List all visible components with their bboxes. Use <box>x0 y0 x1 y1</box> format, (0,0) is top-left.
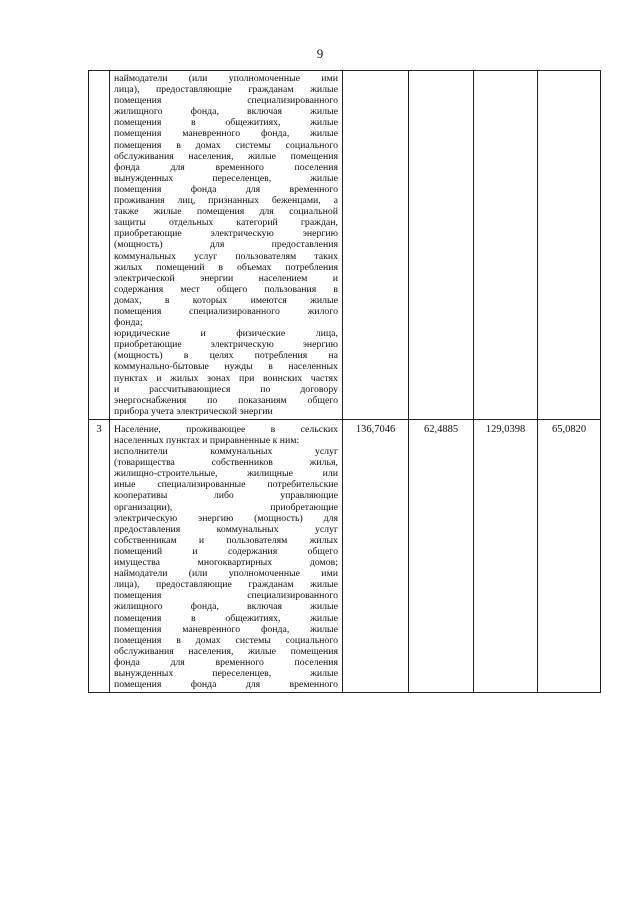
text-line <box>110 140 342 151</box>
text-word: в <box>164 294 170 306</box>
text-line <box>110 468 342 479</box>
text-line <box>110 546 342 557</box>
text-word: социального <box>285 634 338 646</box>
text-word: собственников <box>211 457 273 469</box>
text-word: энергии <box>200 272 234 284</box>
text-line <box>110 306 342 317</box>
text-line <box>110 317 342 328</box>
text-line <box>110 446 342 457</box>
text-line <box>110 251 342 262</box>
text-word: лиц, <box>177 195 196 207</box>
text-word: и <box>156 372 162 384</box>
text-word: населенных <box>288 361 338 373</box>
text-word: жилые <box>310 623 338 635</box>
text-word: переселенцев, <box>212 667 272 679</box>
text-line <box>110 490 342 501</box>
text-line <box>110 568 342 579</box>
text-word: исполнители <box>114 446 168 458</box>
text-line <box>110 579 342 590</box>
text-word: домах, <box>114 294 142 306</box>
value-cell-3: 129,0398 <box>474 419 538 692</box>
text-word: частях <box>310 372 338 384</box>
text-line <box>110 262 342 273</box>
text-word: общего <box>216 283 248 295</box>
text-word: специализированные <box>157 479 246 491</box>
text-word: отдельных <box>168 217 214 229</box>
text-word: (мощность) <box>254 512 303 524</box>
text-word: помещения <box>114 117 162 129</box>
text-word: жилищного <box>114 601 163 613</box>
text-word: жилые <box>310 579 338 591</box>
text-word: помещения <box>196 206 245 218</box>
text-word: для <box>170 161 185 173</box>
text-line <box>110 95 342 106</box>
text-line <box>110 117 342 128</box>
text-line <box>110 239 342 250</box>
text-word: собственникам <box>114 534 177 546</box>
text-word: фонда, <box>261 623 290 635</box>
text-word: имеются <box>250 294 287 306</box>
text-word: показаниям <box>238 394 287 406</box>
text-word: фонда <box>114 161 140 173</box>
text-line <box>110 424 342 435</box>
text-word: жилые <box>310 667 338 679</box>
value-cell-4 <box>538 71 601 420</box>
text-word: специализированного <box>247 95 338 107</box>
text-word: (товарищества <box>114 457 175 469</box>
text-line <box>110 657 342 668</box>
text-word: жилищные <box>247 468 293 480</box>
text-word: ими <box>321 73 338 84</box>
text-line <box>110 195 342 206</box>
text-word: жилых <box>114 261 143 273</box>
text-word: жилья, <box>309 457 338 469</box>
text-word: в <box>268 361 273 373</box>
text-word: в <box>218 261 224 273</box>
text-word: услуг <box>314 446 338 458</box>
text-word: категорий <box>236 217 278 229</box>
text-word: в <box>191 117 196 129</box>
tariff-table <box>88 70 601 693</box>
text-word: пользователям <box>226 534 288 546</box>
text-word: (мощность) <box>114 350 163 362</box>
text-word: жилые <box>310 612 338 624</box>
text-line <box>110 361 342 372</box>
text-word: приобретающие <box>270 501 338 513</box>
text-word: (или <box>188 568 208 580</box>
text-word: по <box>207 394 218 406</box>
text-word: временного <box>215 656 264 668</box>
text-word: кооперативы <box>114 490 168 502</box>
value-cell-4: 65,0820 <box>538 419 601 692</box>
text-line <box>110 524 342 535</box>
text-word: уполномоченные <box>228 568 300 580</box>
text-word: предоставления <box>114 523 181 535</box>
text-word: для <box>245 183 261 195</box>
text-word: электрическую <box>114 512 178 524</box>
text-word: потребительские <box>267 479 338 491</box>
text-word: помещения <box>290 150 338 162</box>
text-word: жилые <box>310 172 338 184</box>
table-row-continued <box>89 71 601 420</box>
text-word: и <box>114 383 120 395</box>
text-word: обслуживания <box>114 645 174 657</box>
text-word: пунктах <box>114 372 148 384</box>
text-word: временного <box>289 183 338 195</box>
text-word: лица, <box>315 328 338 340</box>
text-word: пользования <box>264 283 317 295</box>
text-word: на <box>328 350 338 362</box>
text-line <box>110 350 342 361</box>
text-line <box>110 395 342 406</box>
text-word: предоставляющие <box>155 84 232 96</box>
text-word: поселения <box>294 161 338 173</box>
text-word: зонах <box>207 372 231 384</box>
text-word: включая <box>247 106 283 118</box>
text-word: проживания <box>114 195 165 207</box>
text-word: включая <box>247 601 283 613</box>
text-word: предоставления <box>271 239 338 251</box>
table-row-3 <box>89 419 601 692</box>
text-word: наймодатели <box>114 73 168 84</box>
text-word: для <box>245 679 261 691</box>
text-word: жилищного <box>114 106 163 118</box>
text-line <box>110 373 342 384</box>
text-word: гражданам <box>248 84 294 96</box>
value-cell-1: 136,7046 <box>343 419 409 692</box>
text-word: и <box>192 545 198 557</box>
text-word: энергию <box>302 339 338 351</box>
text-word: уполномоченные <box>228 73 300 84</box>
text-word: а <box>333 195 338 207</box>
text-word: помещения <box>114 679 162 691</box>
text-word: жилые <box>310 84 338 96</box>
text-word: домов; <box>309 557 338 569</box>
text-word: в <box>176 139 181 151</box>
text-word: помещения <box>114 305 162 317</box>
text-word: фонда <box>190 679 217 691</box>
value-cell-2 <box>409 71 474 420</box>
text-line <box>110 679 342 690</box>
text-word: сельских <box>300 423 338 435</box>
value-cell-1 <box>343 71 409 420</box>
text-word: помещения <box>290 645 338 657</box>
text-line <box>110 384 342 395</box>
text-word: помещений <box>156 261 205 273</box>
text-line <box>110 646 342 657</box>
text-word: фонда, <box>190 106 219 118</box>
value-cell-3 <box>474 71 538 420</box>
text-line <box>110 84 342 95</box>
text-line <box>110 601 342 612</box>
text-word: вынужденных <box>114 172 174 184</box>
text-word: коммунально-бытовые <box>114 361 209 373</box>
text-word: граждан, <box>300 217 338 229</box>
text-word: лица), <box>114 84 140 96</box>
text-word: жилых <box>170 372 199 384</box>
text-word: услуг <box>194 250 218 262</box>
text-word: энергию <box>197 512 234 524</box>
text-word: приобретающие <box>114 339 182 351</box>
text-word: либо <box>213 490 234 502</box>
text-word: временного <box>215 161 264 173</box>
text-word: коммунальных <box>114 250 177 262</box>
text-word: населенных пунктах и приравненные к ним: <box>114 435 300 446</box>
text-word: энергию <box>302 228 338 240</box>
text-word: временного <box>289 679 338 691</box>
text-word: жилые <box>310 601 338 613</box>
description-text <box>110 71 342 419</box>
text-word: общежитиях, <box>225 117 281 129</box>
text-word: проживающее <box>186 423 246 435</box>
text-word: содержания <box>114 283 164 295</box>
text-word: потребления <box>254 350 308 362</box>
text-word: услуг <box>314 523 338 535</box>
text-line <box>110 106 342 117</box>
text-word: фонда, <box>261 128 290 140</box>
text-word: маневренного <box>182 623 241 635</box>
description-text <box>110 420 342 692</box>
text-word: обслуживания <box>114 150 174 162</box>
text-line <box>110 613 342 624</box>
text-word: в <box>270 423 276 435</box>
text-word: также <box>114 206 139 218</box>
row-number: 3 <box>89 419 110 692</box>
text-word: жилые <box>310 294 338 306</box>
text-word: системы <box>235 139 271 151</box>
text-word: признанных <box>208 195 259 207</box>
text-word: населения, <box>188 150 234 162</box>
text-line <box>110 635 342 646</box>
text-word: помещений <box>114 545 163 557</box>
value-cell-2: 62,4885 <box>409 419 474 692</box>
text-line <box>110 668 342 679</box>
text-line <box>110 128 342 139</box>
text-word: жилые <box>310 106 338 118</box>
page-number: 9 <box>316 46 324 61</box>
text-word: защиты <box>114 217 146 229</box>
text-line <box>110 457 342 468</box>
text-line <box>110 217 342 228</box>
text-word: специализированного <box>247 590 338 602</box>
text-word: домах <box>195 634 221 646</box>
text-word: помещения <box>114 183 162 195</box>
text-word: специализированного <box>189 305 280 317</box>
text-word: электрическую <box>210 228 274 240</box>
text-word: (мощность) <box>114 239 163 251</box>
text-word: предоставляющие <box>155 579 232 591</box>
text-line <box>110 535 342 546</box>
text-word: пользователям <box>235 250 297 262</box>
text-word: переселенцев, <box>212 172 272 184</box>
text-word: системы <box>235 634 271 646</box>
text-word: и <box>198 534 205 546</box>
text-word: приобретающие <box>114 228 182 240</box>
text-word: для <box>259 206 274 218</box>
text-line <box>110 295 342 306</box>
text-word: рассчитывающиеся <box>149 383 231 395</box>
text-word: содержания <box>227 545 278 557</box>
text-word: для <box>209 239 225 251</box>
text-word: домах <box>195 139 221 151</box>
text-line <box>110 73 342 84</box>
text-word: многоквартирных <box>197 557 273 569</box>
text-word: помещения <box>114 612 162 624</box>
text-line <box>110 502 342 513</box>
text-word: жилые <box>248 645 276 657</box>
text-word: мест <box>180 283 200 295</box>
text-word: иные <box>114 479 136 491</box>
text-word: жилых <box>309 534 338 546</box>
text-word: коммунальных <box>216 523 279 535</box>
text-word: в <box>176 634 181 646</box>
text-word: потребления <box>285 261 338 273</box>
text-word: маневренного <box>182 128 241 140</box>
text-line <box>110 590 342 601</box>
text-word: ими <box>321 568 338 580</box>
text-word: помещения <box>114 128 162 140</box>
text-word: фонда <box>114 656 140 668</box>
text-word: общего <box>307 545 338 557</box>
text-word: целях <box>209 350 234 362</box>
text-word: в <box>191 612 196 624</box>
text-word: фонда; <box>114 317 143 329</box>
text-word: лица), <box>114 579 140 591</box>
text-word: жилые <box>153 206 182 218</box>
text-word: населением <box>258 272 308 284</box>
text-word: вынужденных <box>114 667 174 679</box>
text-word: электрической <box>114 272 175 284</box>
row-number <box>89 71 110 420</box>
text-word: объемах <box>236 261 272 273</box>
text-word: имущества <box>114 557 160 569</box>
text-line <box>110 406 342 417</box>
text-word: населения, <box>188 645 234 657</box>
text-word: прибора учета электрической энергии <box>114 405 273 417</box>
text-word: и <box>332 272 338 284</box>
text-line <box>110 228 342 239</box>
text-word: таких <box>314 250 338 262</box>
text-word: воинских <box>262 372 303 384</box>
text-word: договору <box>300 383 338 395</box>
text-word: коммунальных <box>210 446 273 458</box>
text-word: и <box>200 328 206 340</box>
text-word: наймодатели <box>114 568 168 580</box>
text-line <box>110 513 342 524</box>
text-word: в <box>333 283 338 295</box>
text-word: (или <box>188 73 208 84</box>
text-word: энергоснабжения <box>114 394 187 406</box>
text-word: электрическую <box>210 339 274 351</box>
text-word: в <box>183 350 189 362</box>
text-line <box>110 184 342 195</box>
text-line <box>110 151 342 162</box>
text-word: для <box>170 656 185 668</box>
text-word: гражданам <box>248 579 294 591</box>
text-line <box>110 435 342 446</box>
text-word: юридические <box>114 328 170 340</box>
text-word: Население, <box>114 423 161 435</box>
text-word: физические <box>236 328 286 340</box>
text-line <box>110 284 342 295</box>
text-word: организации), <box>114 501 173 513</box>
text-line <box>110 273 342 284</box>
text-word: беженцами, <box>271 195 321 207</box>
text-word: помещения <box>114 590 162 602</box>
text-word: социального <box>285 139 338 151</box>
text-word: при <box>238 372 255 384</box>
text-word: по <box>260 383 271 395</box>
text-line <box>110 479 342 490</box>
row-description <box>110 419 343 692</box>
text-line <box>110 162 342 173</box>
text-line <box>110 206 342 217</box>
text-line <box>110 328 342 339</box>
text-word: или <box>322 468 338 480</box>
text-line <box>110 173 342 184</box>
text-word: общего <box>307 394 338 406</box>
text-word: которых <box>192 294 228 306</box>
text-line <box>110 339 342 350</box>
text-word: помещения <box>114 95 162 107</box>
text-word: помещения <box>114 634 162 646</box>
text-line <box>110 557 342 568</box>
text-word: нужды <box>224 361 253 373</box>
text-word: жилые <box>310 128 338 140</box>
text-word: помещения <box>114 623 162 635</box>
text-word: жилые <box>310 117 338 129</box>
text-word: фонда, <box>190 601 219 613</box>
text-word: жилого <box>307 305 338 317</box>
text-word: общежитиях, <box>225 612 281 624</box>
text-word: жилые <box>248 150 276 162</box>
text-word: для <box>323 512 338 524</box>
text-word: поселения <box>294 656 338 668</box>
text-word: жилищно-строительные, <box>114 468 218 480</box>
text-word: социальной <box>289 206 338 218</box>
text-word: помещения <box>114 139 162 151</box>
text-word: фонда <box>190 183 217 195</box>
text-word: управляющие <box>280 490 338 502</box>
row-description <box>110 71 343 420</box>
text-line <box>110 624 342 635</box>
